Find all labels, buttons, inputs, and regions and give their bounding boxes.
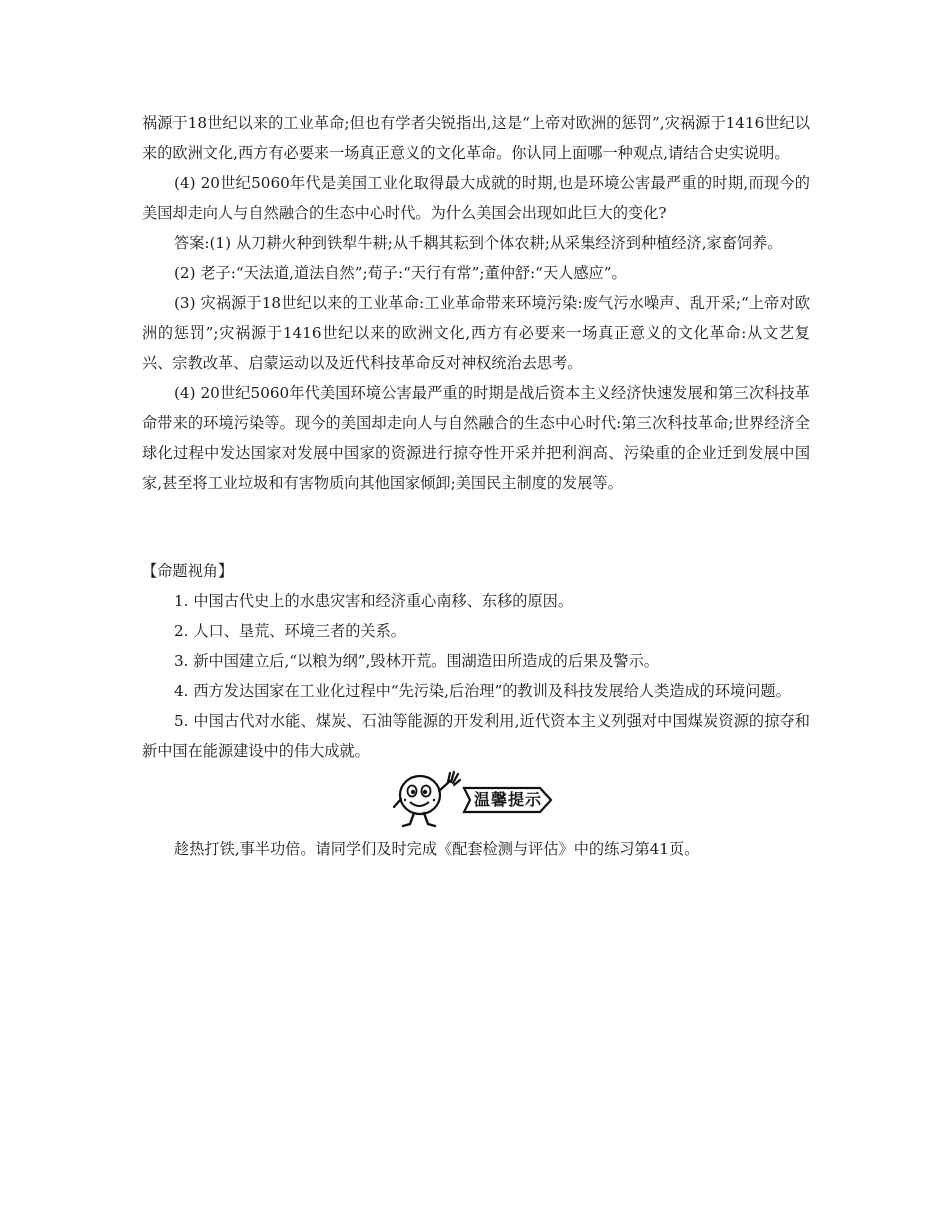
list-item: 5. 中国古代对水能、煤炭、石油等能源的开发利用,近代资本主义列强对中国煤炭资源的掠夺和新中国在能源建设中的伟大成就。 (142, 712, 810, 760)
list-item: 1. 中国古代史上的水患灾害和经济重心南移、东移的原因。 (174, 592, 574, 610)
section-spacer (142, 498, 810, 556)
answer-4: (4) 20世纪5060年代美国环境公害最严重的时期是战后资本主义经济快速发展和第三次科技革命带来的环境污染等。现今的美国却走向人与自然融合的生态中心时代:第三次科技革命;世界经济全球化过程中发达国家对发展中国家的资源进行掠夺性开采并把利润高、污染重的企业迁到发展中国家,甚至将工业垃圾和有害物质向其他国家倾卸;美国民主制度的发展等。 (142, 384, 810, 492)
list-item: 2. 人口、垦荒、环境三者的关系。 (174, 622, 406, 640)
smiley-mascot-icon (390, 769, 468, 831)
closing-note: 趁热打铁,事半功倍。请同学们及时完成《配套检测与评估》中的练习第41页。 (174, 840, 700, 858)
section-heading: 【命题视角】 (142, 562, 234, 580)
document-page (142, 108, 810, 864)
answer-3: (3) 灾祸源于18世纪以来的工业革命:工业革命带来环境污染:废气污水噪声、乱开采;“上帝对欧洲的惩罚”;灾祸源于1416世纪以来的欧洲文化,西方有必要来一场真正意义的文化革命:从文艺复兴、宗教改革、启蒙运动以及近代科技革命反对神权统治去思考。 (142, 294, 811, 372)
answer-1: 答案:(1) 从刀耕火种到铁犁牛耕;从千耦其耘到个体农耕;从采集经济到种植经济,家畜饲养。 (174, 234, 783, 252)
warm-tip-badge-row (142, 768, 810, 832)
paragraph-continuation: 祸源于18世纪以来的工业革命;但也有学者尖锐指出,这是“上帝对欧洲的惩罚”,灾祸源于1416世纪以来的欧洲文化,西方有必要来一场真正意义的文化革命。你认同上面哪一种观点,请结合史实说明。 (142, 114, 810, 162)
warm-tip-badge (390, 769, 562, 831)
list-item: 4. 西方发达国家在工业化过程中“先污染,后治理”的教训及科技发展给人类造成的环境问题。 (174, 682, 791, 700)
warm-tip-label: 温馨提示 (473, 790, 542, 809)
warm-tip-banner (458, 785, 562, 815)
list-item: 3. 新中国建立后,“以粮为纲”,毁林开荒。围湖造田所造成的后果及警示。 (174, 652, 659, 670)
question-4: (4) 20世纪5060年代是美国工业化取得最大成就的时期,也是环境公害最严重的时期,而现今的美国却走向人与自然融合的生态中心时代。为什么美国会出现如此巨大的变化? (142, 174, 810, 222)
answer-2: (2) 老子:“天法道,道法自然”;荀子:“天行有常”;董仲舒:“天人感应”。 (174, 264, 627, 282)
